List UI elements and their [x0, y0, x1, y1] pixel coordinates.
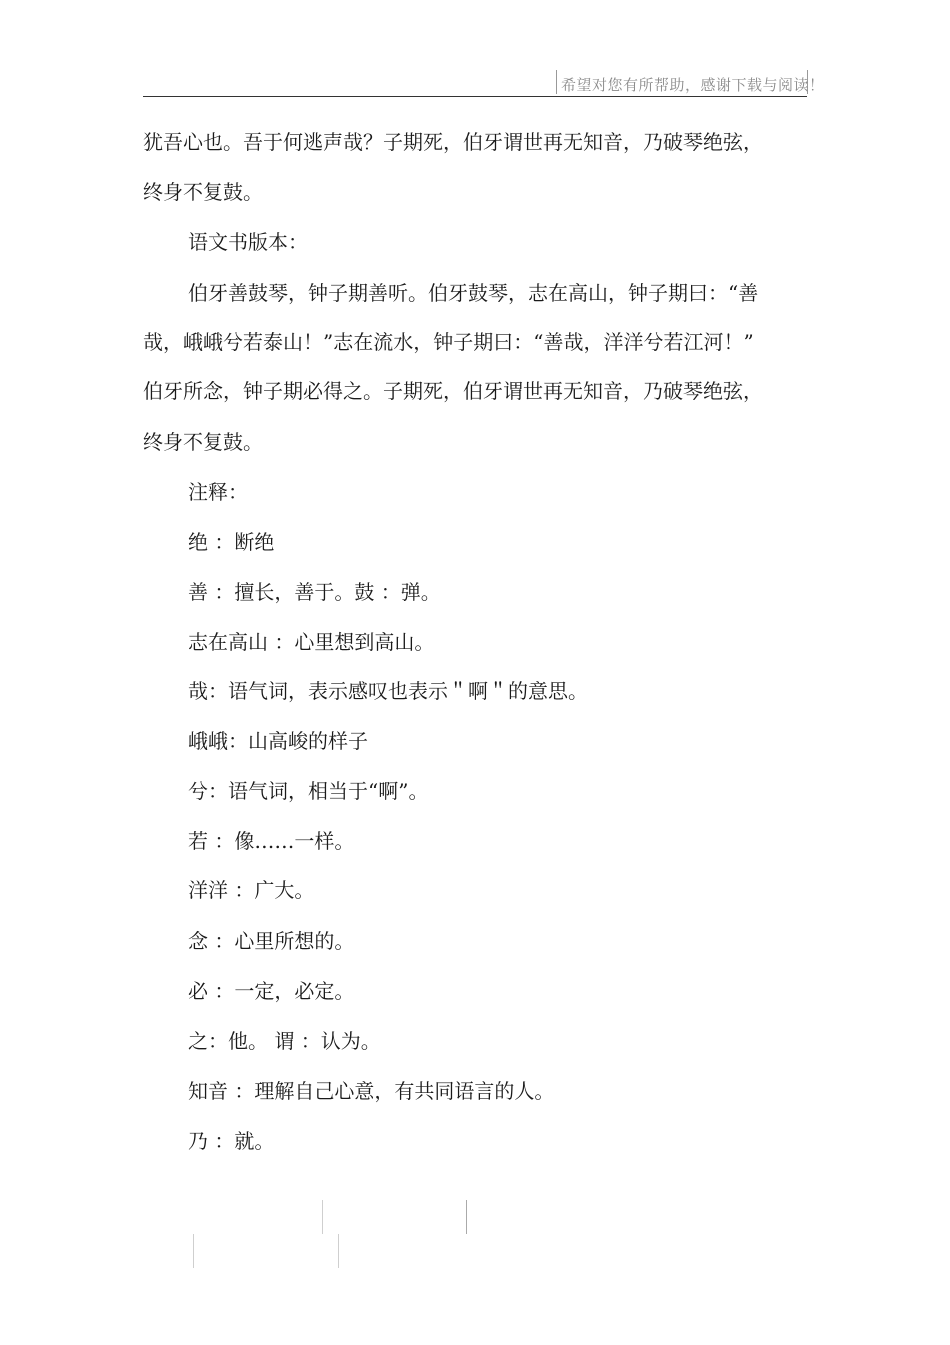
paragraph1-line1: 犹吾心也。吾于何逃声哉？子期死，伯牙谓世再无知音，乃破琴绝弦， [143, 130, 763, 154]
note-item: 峨峨：山高峻的样子 [188, 729, 368, 753]
note-item: 念 ：心里所想的。 [188, 929, 355, 953]
paragraph2-line4: 终身不复鼓。 [143, 430, 263, 454]
note-item: 知音 ：理解自己心意，有共同语言的人。 [188, 1079, 555, 1103]
note-item: 绝 ：断绝 [188, 530, 275, 554]
table-fragment-line [322, 1200, 323, 1234]
note-item: 善 ：擅长，善于。鼓 ：弹。 [188, 580, 441, 604]
header-banner-text: 希望对您有所帮助，感谢下载与阅读！ [561, 76, 825, 94]
header-rule [143, 96, 807, 97]
note-item: 必 ：一定，必定。 [188, 979, 355, 1003]
note-item: 兮：语气词，相当于“啊”。 [188, 779, 429, 803]
note-item: 之：他。 谓 ：认为。 [188, 1029, 381, 1053]
table-fragment-line [466, 1200, 467, 1234]
note-item: 洋洋 ：广大。 [188, 878, 315, 902]
textbook-heading: 语文书版本： [188, 230, 308, 254]
paragraph2-line2: 哉，峨峨兮若泰山！”志在流水，钟子期曰：“善哉，洋洋兮若江河！” [143, 330, 754, 354]
note-item: 若 ：像……一样。 [188, 829, 355, 853]
paragraph2-line1: 伯牙善鼓琴，钟子期善听。伯牙鼓琴，志在高山，钟子期曰：“善 [188, 281, 759, 305]
notes-heading: 注释： [188, 480, 248, 504]
note-item: 志在高山 ：心里想到高山。 [188, 630, 435, 654]
note-item: 哉：语气词，表示感叹也表示＂啊＂的意思。 [188, 679, 588, 703]
table-fragment-line [193, 1234, 194, 1268]
paragraph1-line2: 终身不复鼓。 [143, 180, 263, 204]
table-fragment-line [338, 1234, 339, 1268]
note-item: 乃 ：就。 [188, 1129, 275, 1153]
paragraph2-line3: 伯牙所念，钟子期必得之。子期死，伯牙谓世再无知音，乃破琴绝弦， [143, 379, 763, 403]
